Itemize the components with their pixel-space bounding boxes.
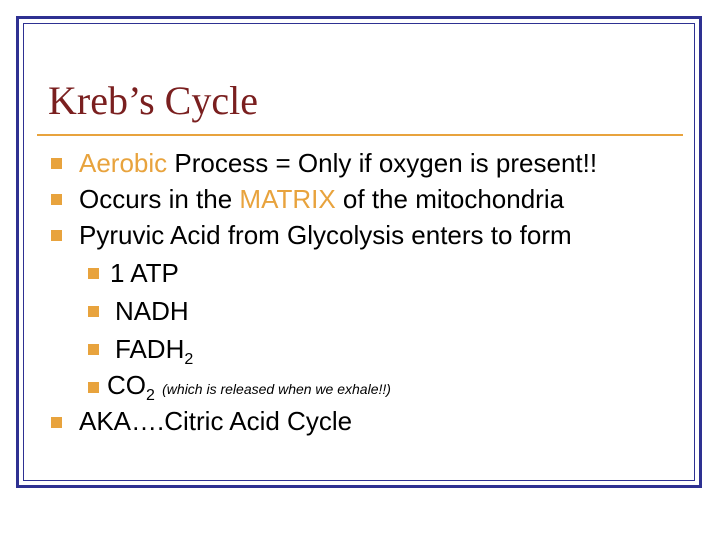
bullet-square-icon: [88, 382, 99, 393]
title-divider: [37, 134, 683, 136]
bullet-text-before: Occurs in the: [79, 184, 240, 214]
bullet-text: AKA….Citric Acid Cycle: [79, 406, 353, 436]
bullet-text: [79, 184, 564, 214]
slide-title: Kreb’s Cycle: [48, 78, 258, 123]
co2-note: (which is released when we exhale!!): [162, 381, 391, 397]
bullet-text: [79, 148, 597, 178]
formula-subscript: 2: [184, 351, 194, 368]
accent-text: Aerobic: [79, 148, 168, 178]
bullet-square-icon: [88, 268, 99, 279]
bullet-square-icon: [51, 230, 62, 241]
bullet-text-after: of the mitochondria: [335, 184, 565, 214]
accent-text: MATRIX: [239, 184, 336, 214]
formula-base: CO: [107, 370, 146, 400]
bullet-square-icon: [51, 417, 62, 428]
subbullet-text: 1 ATP: [110, 258, 179, 288]
formula-subscript: 2: [146, 387, 155, 404]
bullet-square-icon: [51, 158, 62, 169]
bullet-text: Pyruvic Acid from Glycolysis enters to form: [79, 220, 572, 250]
subbullet-text: [107, 370, 391, 404]
bullet-text-rest: Process = Only if oxygen is present!!: [167, 148, 598, 178]
bullet-square-icon: [51, 194, 62, 205]
bullet-square-icon: [88, 344, 99, 355]
subbullet-text: NADH: [115, 296, 189, 326]
bullet-square-icon: [88, 306, 99, 317]
subbullet-text: [115, 334, 194, 368]
formula-base: FADH: [115, 334, 185, 364]
